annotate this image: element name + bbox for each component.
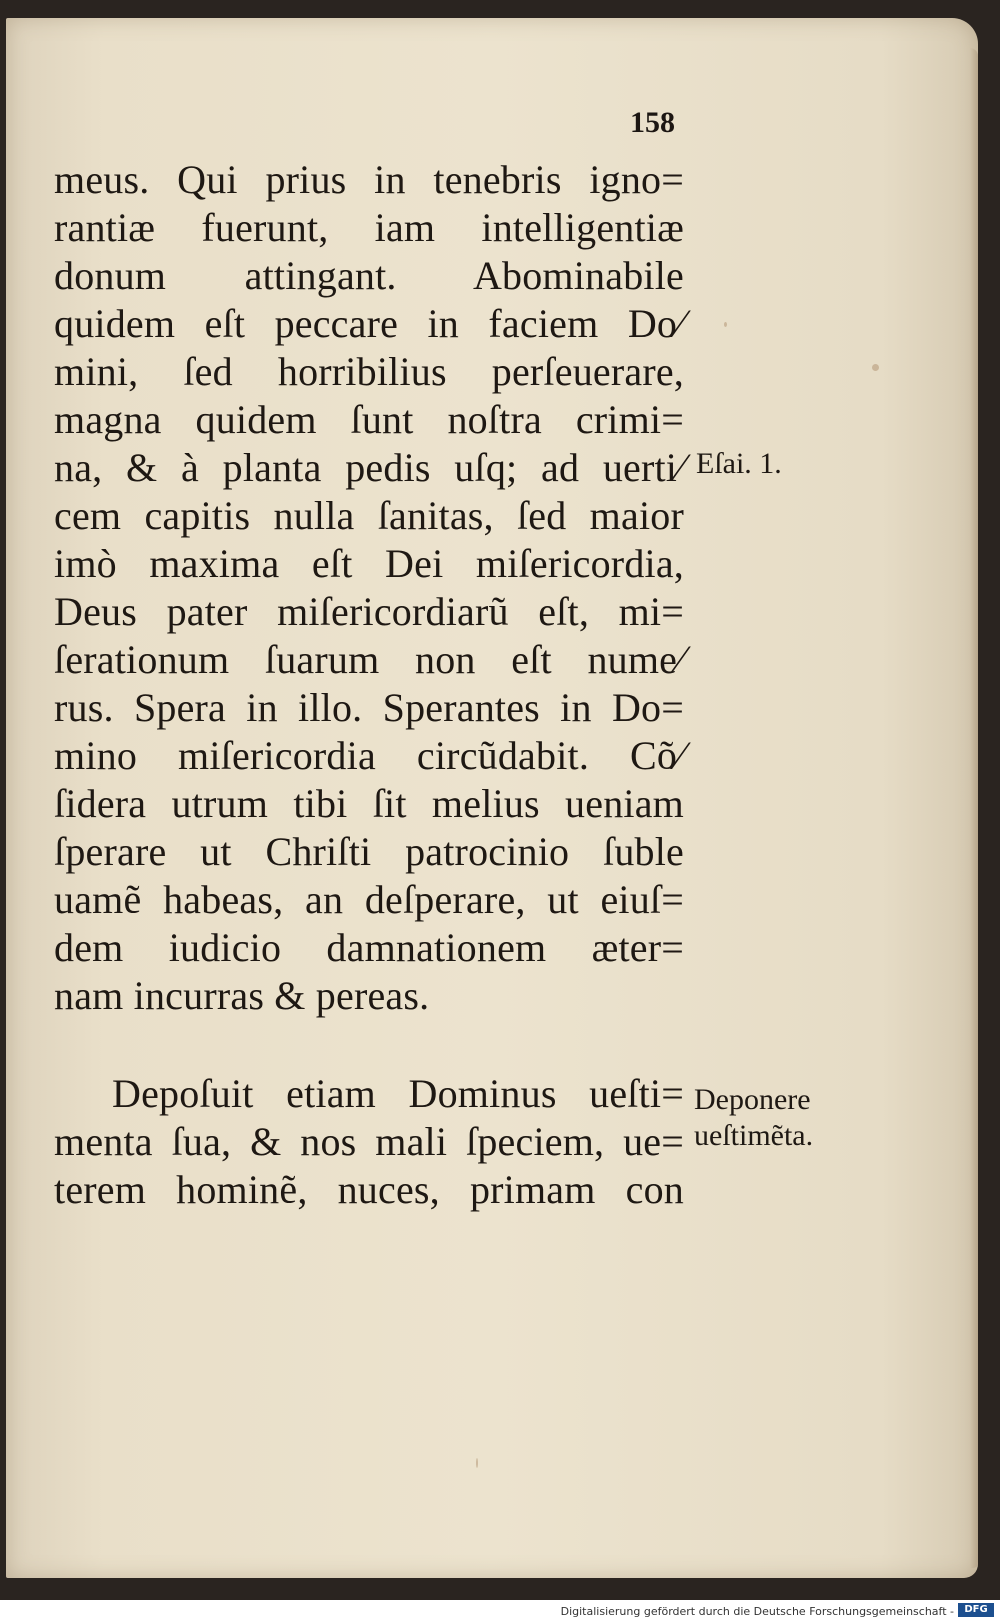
foxing-spot [476, 1458, 478, 1468]
margin-note-esai: Eſai. 1. [696, 447, 782, 480]
text-line: ſperare ut Chriſti patrocinio ſuble [54, 829, 684, 874]
dfg-logo: DFG [958, 1603, 994, 1617]
text-line: nam incurras & pereas. [54, 973, 430, 1018]
book-page [6, 18, 978, 1578]
page-edge [970, 48, 978, 1568]
funding-credit: Digitalisierung gefördert durch die Deutsche Forschungsgemeinschaft - [560, 1605, 954, 1618]
margin-note-deponere: Deponere [694, 1083, 811, 1116]
text-line: rus. Spera in illo. Sperantes in Do= [54, 685, 684, 730]
text-line: uamẽ habeas, an deſperare, ut eiuſ= [54, 877, 684, 922]
text-line: terem hominẽ, nuces, primam con [54, 1167, 684, 1212]
text-line: mini, ſed horribilius perſeuerare, [54, 349, 684, 394]
text-line: cem capitis nulla ſanitas, ſed maior [54, 493, 684, 538]
text-line: ſidera utrum tibi ſit melius ueniam [54, 781, 684, 826]
text-line: magna quidem ſunt noſtra crimi= [54, 397, 684, 442]
text-line: na, & à planta pedis uſq; ad uerti⁄ [54, 445, 684, 490]
text-line: ſerationum ſuarum non eſt nume⁄ [54, 637, 684, 682]
foxing-spot [724, 322, 727, 327]
text-line: Deus pater miſericordiarũ eſt, mi= [54, 589, 684, 634]
foxing-spot [872, 364, 879, 371]
text-line: rantiæ fuerunt, iam intelligentiæ [54, 205, 684, 250]
text-line: dem iudicio damnationem æter= [54, 925, 684, 970]
text-line: quidem eſt peccare in faciem Do⁄ [54, 301, 684, 346]
text-line: meus. Qui prius in tenebris igno= [54, 157, 684, 202]
text-line: donum attingant. Abominabile [54, 253, 684, 298]
text-line: imò maxima eſt Dei miſericordia, [54, 541, 684, 586]
page-number: 158 [630, 106, 675, 139]
text-line: mino miſericordia circũdabit. Cõ⁄ [54, 733, 684, 778]
margin-note-vestimenta: ueſtimẽta. [694, 1119, 814, 1152]
footer-bar [0, 1600, 1000, 1620]
text-line: menta ſua, & nos mali ſpeciem, ue= [54, 1119, 684, 1164]
text-line: Depoſuit etiam Dominus ueſti= [112, 1071, 684, 1116]
